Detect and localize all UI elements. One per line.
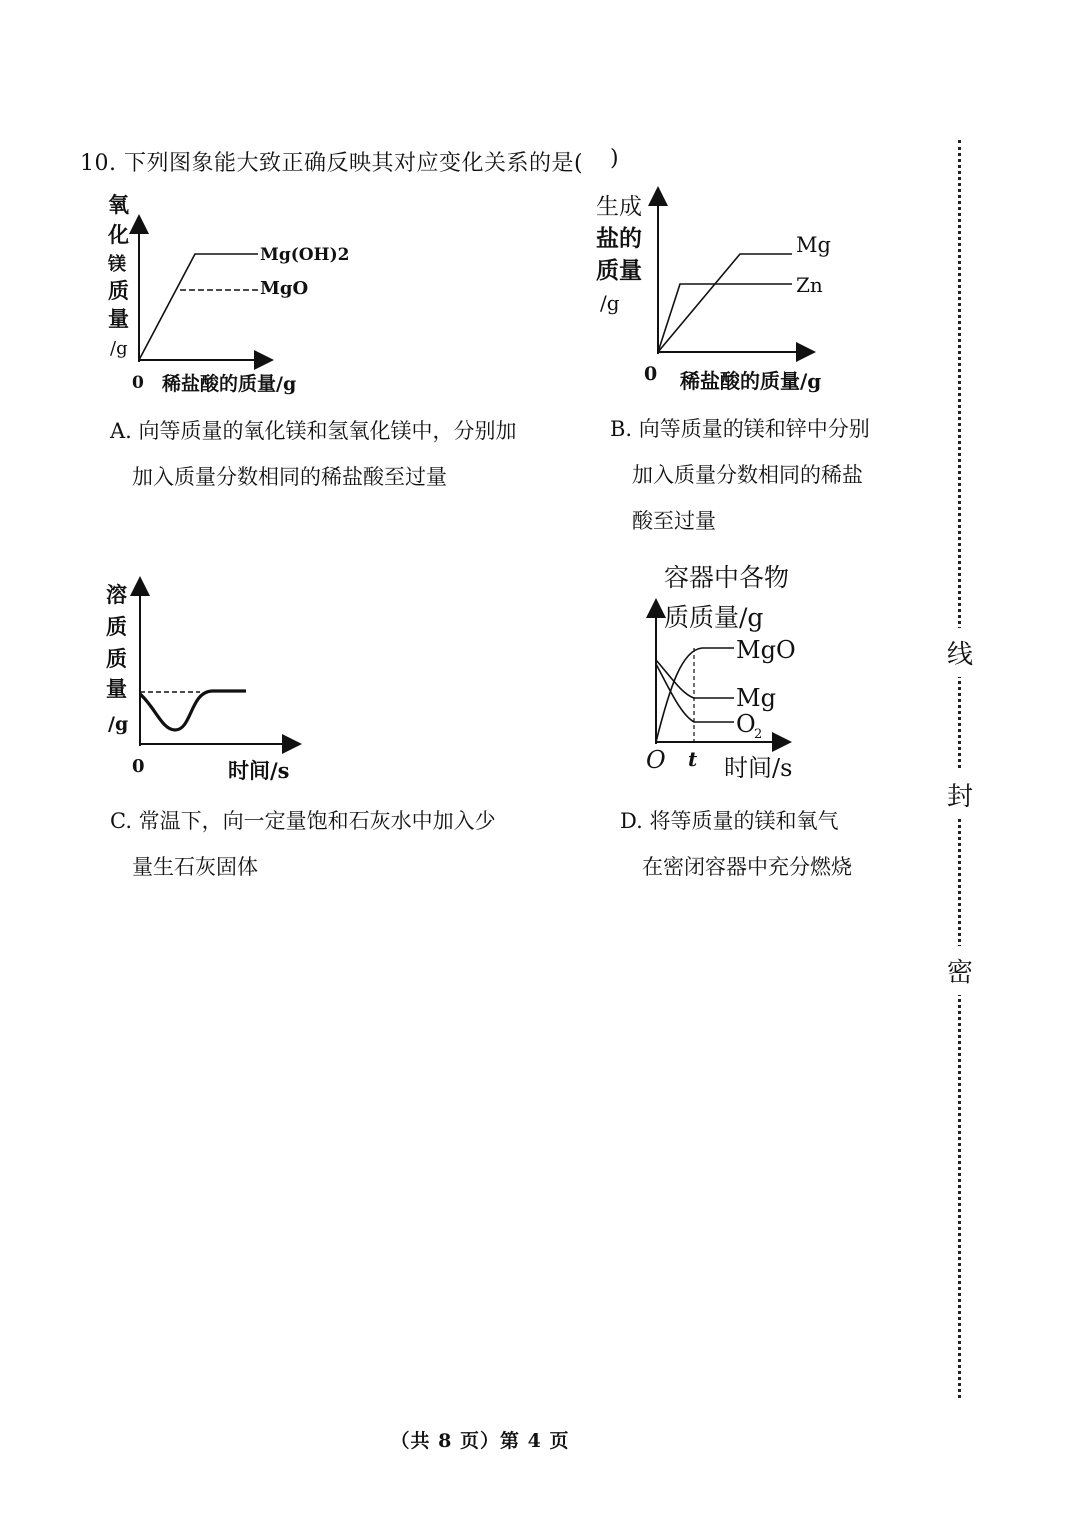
figure-d [630, 556, 850, 788]
fig-b-origin: 0 [644, 363, 658, 385]
fig-a-xlabel: 稀盐酸的质量/g [162, 373, 297, 395]
fig-c-ylabel-3: 量 [106, 676, 127, 701]
caption-b-line-2: 加入质量分数相同的稀盐 [632, 463, 863, 487]
fig-a-line-mgoh2 [139, 254, 258, 360]
fig-c-ylabel-unit: /g [108, 713, 129, 735]
fig-d-origin: O [646, 746, 666, 774]
fig-a-ylabel-3: 质 [108, 278, 129, 303]
fig-c-ylabel-0: 溶 [106, 582, 127, 607]
fig-d-label-o2-subscript: 2 [754, 727, 763, 742]
fig-d-label-mg: Mg [736, 684, 776, 712]
fig-b-xlabel: 稀盐酸的质量/g [680, 369, 822, 393]
fig-a-ylabel-unit: /g [110, 338, 128, 359]
fig-b-label-mg: Mg [796, 233, 831, 257]
caption-b-line-1: B. 向等质量的镁和锌中分别 [610, 417, 870, 441]
seal-char-feng: 封 [944, 770, 976, 819]
fig-d-line-mg [656, 660, 734, 698]
fig-a-ylabel-0: 氧 [108, 192, 129, 217]
caption-a-line-2: 加入质量分数相同的稀盐酸至过量 [132, 465, 447, 489]
figure-b [592, 184, 892, 404]
fig-d-label-o2: O [736, 710, 756, 738]
fig-c-xlabel: 时间/s [228, 758, 290, 783]
fig-a-ylabel-1: 化 [108, 222, 129, 247]
fig-b-line-mg [658, 254, 792, 352]
caption-c-line-2: 量生石灰固体 [132, 855, 258, 879]
fig-b-label-zn: Zn [796, 273, 823, 297]
caption-c-line-1: C. 常温下，向一定量饱和石灰水中加入少 [110, 809, 496, 833]
caption-b [610, 406, 870, 544]
caption-d-line-2: 在密闭容器中充分燃烧 [642, 855, 852, 879]
fig-d-line-mgo [656, 648, 734, 742]
fig-a-ylabel-2: 镁 [108, 254, 126, 275]
figure-a [100, 190, 420, 405]
fig-c-origin: 0 [132, 756, 145, 777]
fig-b-ylabel-0: 生成 [596, 194, 642, 220]
fig-a-ylabel-4: 量 [108, 306, 129, 331]
caption-c [110, 798, 496, 890]
question-text: 10. 下列图象能大致正确反映其对应变化关系的是( [80, 151, 584, 176]
seal-char-xian: 线 [944, 628, 976, 677]
fig-b-ylabel-2: 质量 [596, 257, 642, 284]
caption-a [110, 408, 517, 500]
caption-b-line-3: 酸至过量 [632, 509, 716, 533]
seal-char-mi: 密 [944, 946, 976, 995]
fig-b-ylabel-1: 盐的 [596, 225, 642, 252]
fig-d-label-mgo: MgO [736, 636, 796, 664]
fig-d-title-line-2: 质质量/g [664, 603, 764, 632]
fig-d-xlabel: 时间/s [724, 754, 793, 782]
fig-a-label-mgo: MgO [260, 278, 309, 299]
caption-a-line-1: A. 向等质量的氧化镁和氢氧化镁中，分别加 [110, 419, 517, 443]
fig-d-title-line-1: 容器中各物 [664, 563, 790, 592]
fig-d-t-label: t [688, 747, 698, 771]
fig-d-line-o2 [656, 664, 734, 722]
fig-c-curve [140, 691, 246, 730]
page-footer: （共 8 页）第 4 页 [390, 1430, 570, 1452]
fig-a-label-mgoh2: Mg(OH)2 [260, 245, 350, 265]
fig-a-origin: 0 [132, 373, 144, 393]
figure-c [100, 572, 320, 787]
question-stem [80, 146, 620, 177]
caption-d [620, 798, 852, 890]
fig-c-ylabel-1: 质 [106, 614, 127, 639]
fig-c-ylabel-2: 质 [106, 646, 127, 671]
fig-b-line-zn [658, 284, 792, 352]
fig-b-ylabel-unit: /g [600, 291, 620, 315]
seal-dotted-line [958, 140, 961, 1398]
caption-d-line-1: D. 将等质量的镁和氧气 [620, 809, 839, 833]
answer-paren-close: ) [610, 146, 620, 171]
